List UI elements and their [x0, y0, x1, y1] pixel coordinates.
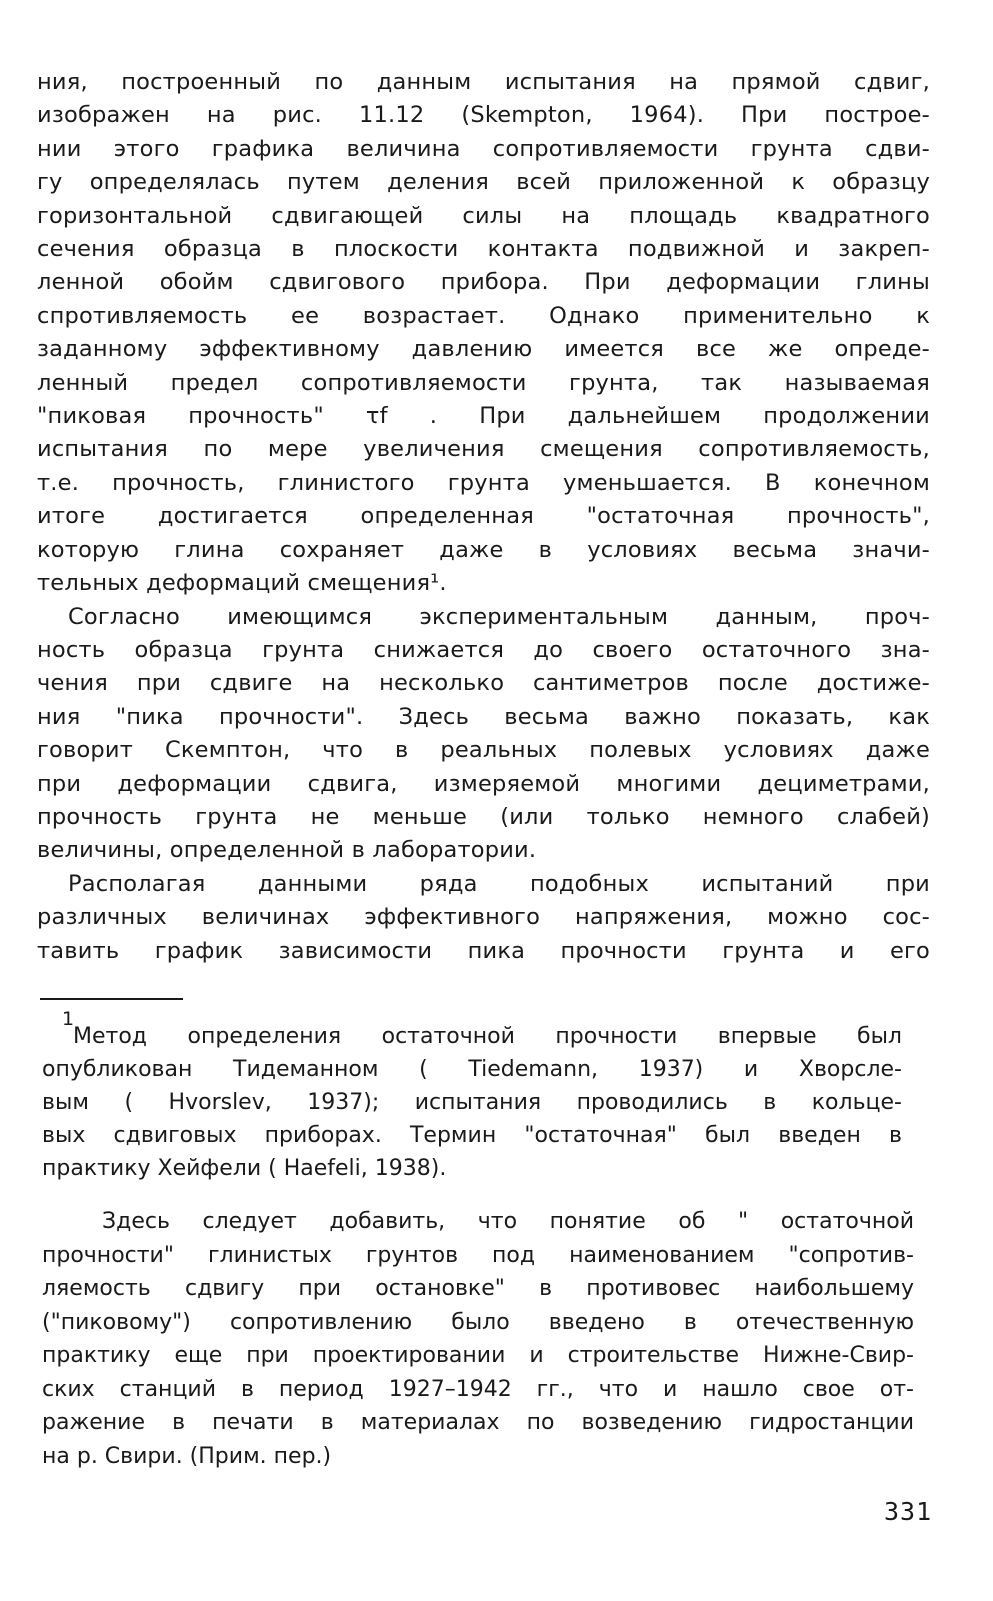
text-line: горизонтальной сдвигающей силы на площадь квадратного: [37, 202, 930, 229]
text-line: гу определялась путем деления всей приложенной к образцу: [37, 169, 930, 196]
text-line: опубликован Тидеманном ( Tiedemann, 1937) и Хворсле-: [42, 1057, 902, 1082]
text-line: ских станций в период 1927–1942 гг., что и нашло свое от-: [42, 1376, 914, 1402]
text-line: вых сдвиговых приборах. Термин "остаточная" был введен в: [42, 1123, 902, 1148]
text-line: ражение в печати в материалах по возведению гидростанции: [42, 1410, 914, 1435]
text-line: Согласно имеющимся экспериментальным данным, проч-: [68, 603, 930, 630]
text-line: тавить график зависимости пика прочности грунта и его: [37, 937, 930, 964]
text-line: на р. Свири. (Прим. пер.): [42, 1443, 332, 1469]
text-line: ния, построенный по данным испытания на прямой сдвиг,: [37, 69, 930, 95]
text-line: Располагая данными ряда подобных испытаний при: [68, 870, 930, 897]
text-line: прочности" глинистых грунтов под наименованием "сопротив-: [42, 1242, 914, 1268]
paragraph-2: [37, 601, 930, 868]
text-line: т.е. прочность, глинистого грунта уменьшается. В конечном: [37, 469, 930, 496]
text-line: заданному эффективному давлению имеется все же опреде-: [37, 336, 930, 363]
text-line: тельных деформаций смещения¹.: [37, 570, 447, 597]
text-line: сечения образца в плоскости контакта подвижной и закреп-: [37, 236, 930, 263]
page-number: 331: [884, 1497, 933, 1526]
text-line: величины, определенной в лаборатории.: [37, 837, 537, 864]
text-line: ляемость сдвигу при остановке" в противовес наибольшему: [42, 1276, 914, 1301]
footnote-paragraph: [42, 1020, 902, 1185]
text-line: вым ( Hvorslev, 1937); испытания проводились в кольце-: [42, 1090, 902, 1115]
text-line: чения при сдвиге на несколько сантиметров после достиже-: [37, 670, 930, 697]
text-line: "пиковая прочность" τf . При дальнейшем продолжении: [37, 403, 930, 430]
footnote-marker: 1: [62, 1008, 75, 1030]
paragraph-3: [37, 868, 930, 968]
text-line: спротивляемость ее возрастает. Однако применительно к: [37, 302, 930, 329]
text-line: изображен на рис. 11.12 (Skempton, 1964). При построе-: [37, 102, 930, 129]
text-line: ность образца грунта снижается до своего остаточного зна-: [37, 636, 930, 663]
text-line: практику еще при проектировании и строительстве Нижне-Свир-: [42, 1343, 914, 1368]
text-line: Метод определения остаточной прочности впервые был: [73, 1024, 902, 1049]
paragraph-1: [37, 66, 930, 601]
text-line: Здесь следует добавить, что понятие об " остаточной: [102, 1209, 914, 1234]
text-line: ленной обойм сдвигового прибора. При деформации глины: [37, 269, 930, 296]
text-line: итоге достигается определенная "остаточная прочность",: [37, 503, 930, 530]
text-line: при деформации сдвига, измеряемой многими дециметрами,: [37, 770, 930, 797]
text-line: прочность грунта не меньше (или только немного слабей): [37, 803, 930, 830]
text-line: различных величинах эффективного напряжения, можно сос-: [37, 904, 930, 931]
footnote-divider: [40, 998, 183, 1000]
text-line: ленный предел сопротивляемости грунта, так называемая: [37, 369, 930, 396]
text-line: ния "пика прочности". Здесь весьма важно показать, как: [37, 703, 930, 730]
text-line: нии этого графика величина сопротивляемости грунта сдви-: [37, 135, 930, 162]
main-text: [37, 66, 930, 968]
note-paragraph: [42, 1205, 914, 1473]
text-line: практику Хейфели ( Haefeli, 1938).: [42, 1156, 447, 1181]
translator-note: [42, 1205, 914, 1473]
text-line: говорит Скемптон, что в реальных полевых условиях даже: [37, 737, 930, 764]
text-line: испытания по мере увеличения смещения сопротивляемость,: [37, 436, 930, 463]
footnote: [42, 1020, 902, 1185]
text-line: которую глина сохраняет даже в условиях весьма значи-: [37, 536, 930, 563]
text-line: ("пиковому") сопротивлению было введено в отечественную: [42, 1309, 914, 1335]
